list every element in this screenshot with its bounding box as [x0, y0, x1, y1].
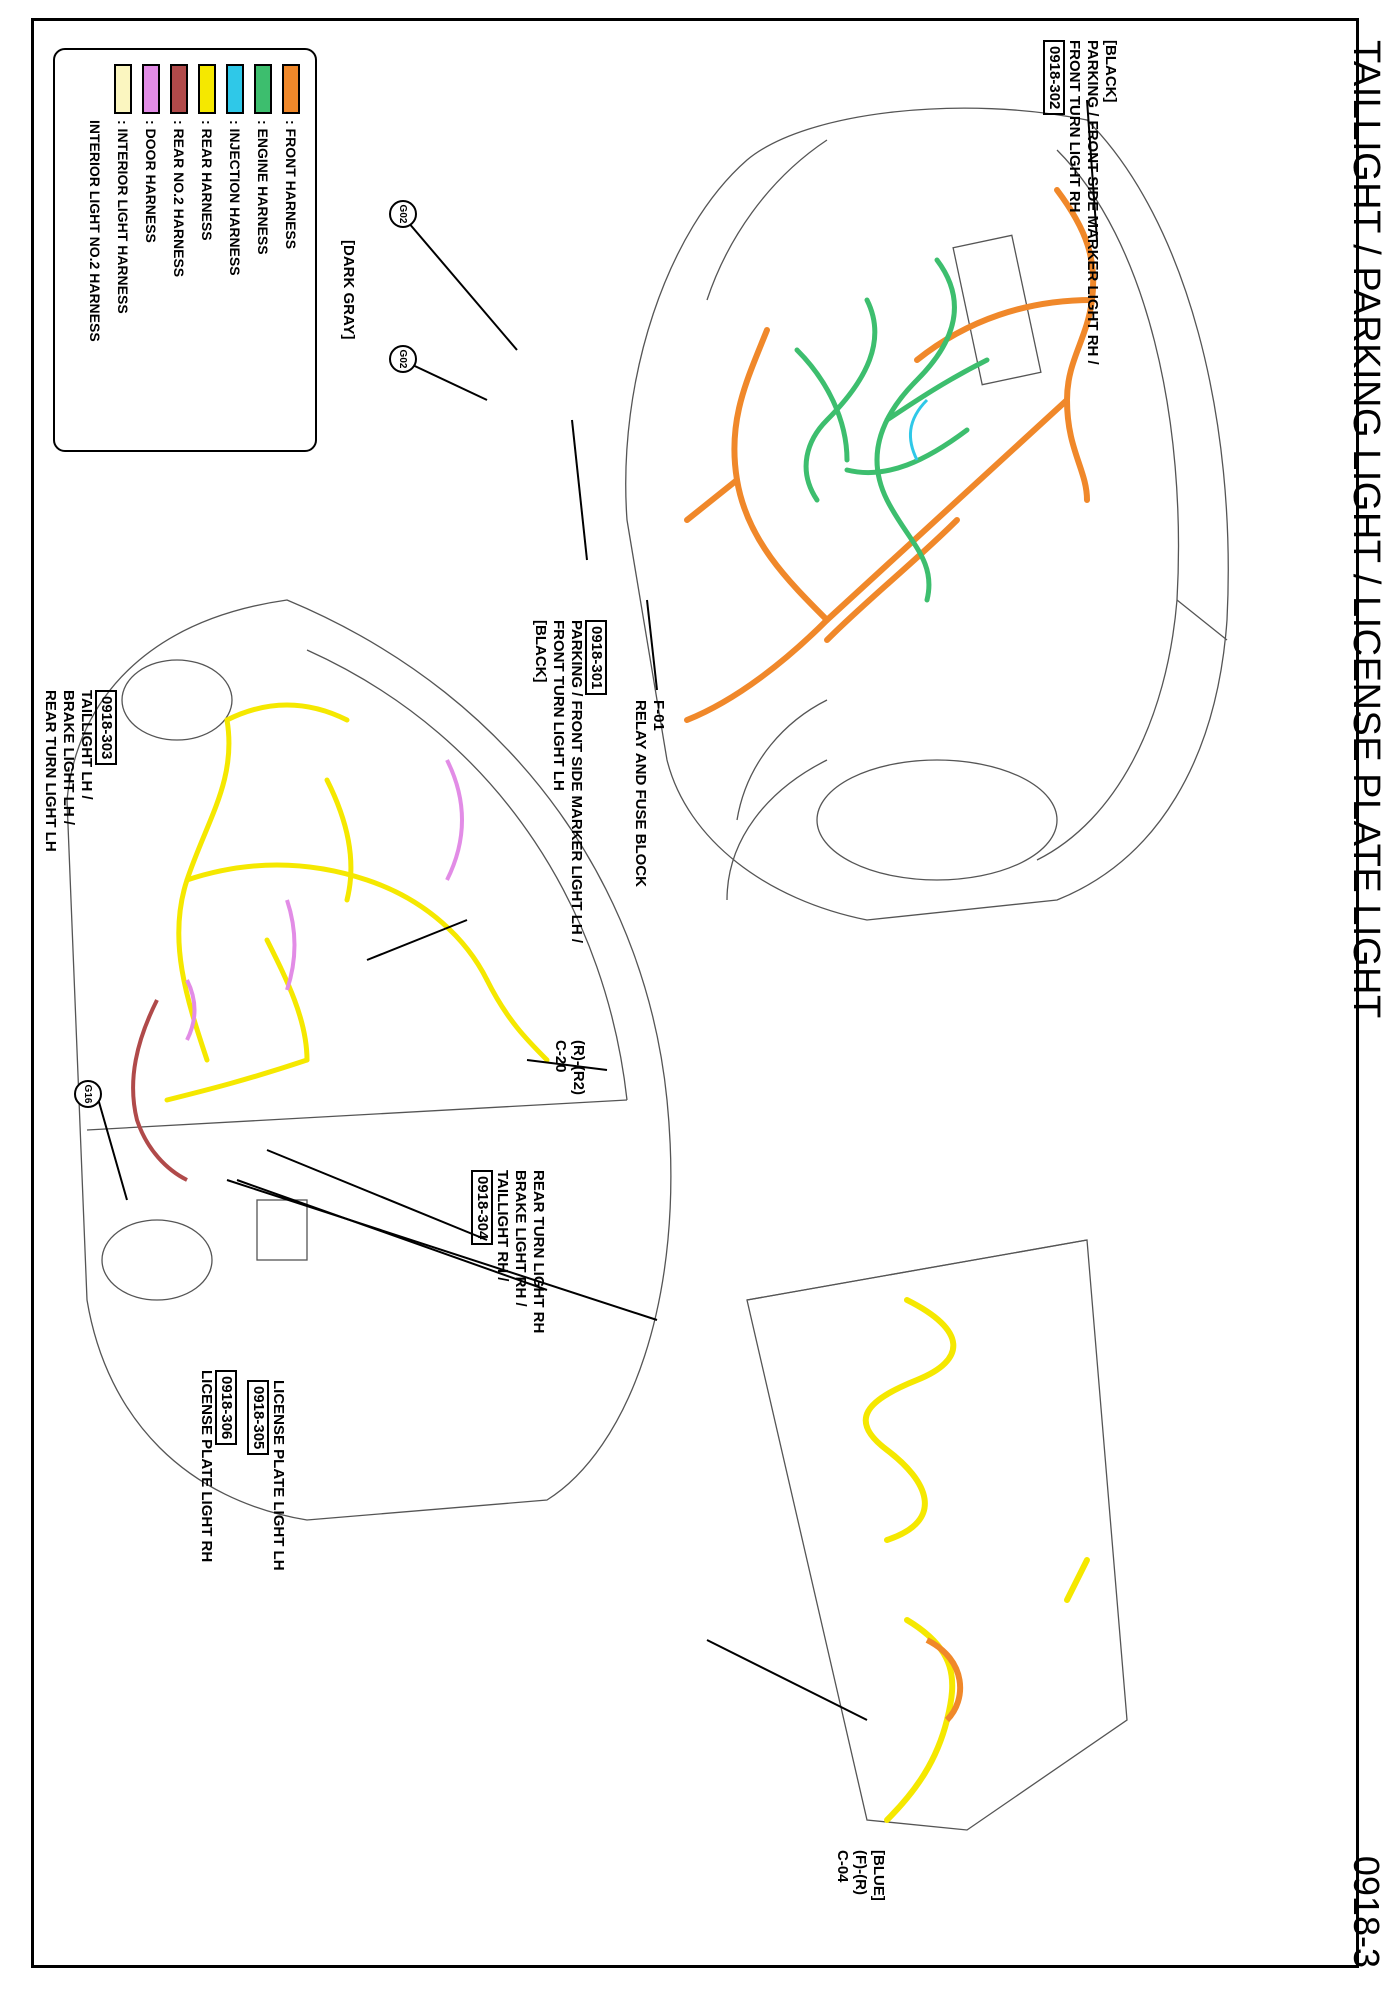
harness-legend: [53, 48, 317, 452]
door-harness: [187, 760, 462, 1040]
f01-label: RELAY AND FUSE BLOCK: [632, 700, 649, 887]
connector-code-301: 0918-301: [585, 620, 607, 695]
callout-305-label: LICENSE PLATE LIGHT LH: [270, 1380, 287, 1571]
legend-item: [223, 64, 247, 276]
engine-harness: [797, 260, 987, 600]
c04-code: C-04: [834, 1850, 851, 1883]
rear-harness: [167, 705, 547, 1100]
callout-c04: [833, 1850, 887, 1901]
legend-label: : REAR HARNESS: [199, 120, 215, 241]
ground-g02-top: G02: [389, 200, 417, 228]
c20-code: C-20: [552, 1040, 569, 1073]
callout-304-line3: TAILLIGHT RH /: [494, 1170, 511, 1282]
ground-g16: G16: [74, 1080, 102, 1108]
callout-303-line1: TAILLIGHT LH /: [78, 690, 95, 800]
injection-harness: [910, 400, 927, 460]
connector-code-306: 0918-306: [215, 1370, 237, 1445]
callout-306-label: LICENSE PLATE LIGHT RH: [198, 1370, 215, 1563]
detail-front-harness: [927, 1640, 960, 1720]
legend-item: [279, 64, 303, 249]
legend-item: [195, 64, 219, 241]
callout-301-line1: PARKING / FRONT SIDE MARKER LIGHT LH /: [568, 620, 585, 944]
legend-label: : DOOR HARNESS: [143, 120, 159, 243]
legend-label: INTERIOR LIGHT NO.2 HARNESS: [87, 120, 103, 342]
legend-label: : ENGINE HARNESS: [255, 120, 271, 255]
legend-label: : INJECTION HARNESS: [227, 120, 243, 276]
callout-0918-302: [1043, 40, 1119, 365]
page-code: 0918-3: [1346, 1855, 1387, 1968]
connector-code-304: 0918-304: [471, 1170, 493, 1245]
connector-code-305: 0918-305: [247, 1380, 269, 1455]
g02-dark-gray-label: [DARK GRAY]: [340, 240, 357, 340]
legend-swatch: [226, 64, 244, 114]
callout-c20: [551, 1040, 587, 1095]
legend-swatch: [170, 64, 188, 114]
callout-302-line2: FRONT TURN LIGHT RH: [1066, 40, 1083, 213]
callout-0918-305: [247, 1380, 287, 1571]
legend-swatch: [254, 64, 272, 114]
legend-swatch: [142, 64, 160, 114]
legend-swatch: [114, 64, 132, 114]
legend-item: [83, 64, 107, 342]
f01-code: F-01: [650, 700, 667, 731]
callout-0918-306: [197, 1370, 237, 1562]
legend-item: [167, 64, 191, 277]
callout-301-line2: FRONT TURN LIGHT LH: [550, 620, 567, 791]
front-harness: [687, 190, 1093, 720]
callout-0918-301: [531, 620, 607, 943]
rear-no2-harness: [133, 1000, 187, 1180]
engine-bay-outline: [626, 108, 1229, 920]
callout-301-color: [BLACK]: [532, 620, 549, 683]
detail-view-outline: [747, 1240, 1127, 1830]
legend-label: : INTERIOR LIGHT HARNESS: [115, 120, 131, 314]
connector-code-302: 0918-302: [1043, 40, 1065, 115]
legend-swatch: [198, 64, 216, 114]
callout-304-line2: BRAKE LIGHT RH /: [512, 1170, 529, 1307]
callout-304-line1: REAR TURN LIGHT RH: [530, 1170, 547, 1334]
callout-302-color: [BLACK]: [1102, 40, 1119, 103]
callout-0918-304: [471, 1170, 547, 1333]
ground-g02-bottom: G02: [389, 345, 417, 373]
callout-303-line2: BRAKE LIGHT LH /: [60, 690, 77, 825]
c04-color: [BLUE]: [870, 1850, 887, 1901]
callout-f01: [631, 700, 667, 887]
callout-303-line3: REAR TURN LIGHT LH: [42, 690, 59, 852]
legend-item: [139, 64, 163, 243]
c04-pin-label: (F)-(R): [852, 1850, 869, 1895]
legend-item: [251, 64, 275, 255]
legend-label: : REAR NO.2 HARNESS: [171, 120, 187, 278]
legend-item: [111, 64, 135, 314]
legend-label: : FRONT HARNESS: [283, 120, 299, 250]
page-title: TAILLIGHT / PARKING LIGHT / LICENSE PLATE LIGHT: [1345, 40, 1387, 1019]
c20-pin-label: (R)-(R2): [570, 1040, 587, 1095]
connector-code-303: 0918-303: [95, 690, 117, 765]
callout-302-line1: PARKING / FRONT SIDE MARKER LIGHT RH /: [1084, 40, 1101, 365]
callout-0918-303: [41, 690, 117, 852]
detail-harness: [866, 1300, 1087, 1820]
legend-swatch: [282, 64, 300, 114]
